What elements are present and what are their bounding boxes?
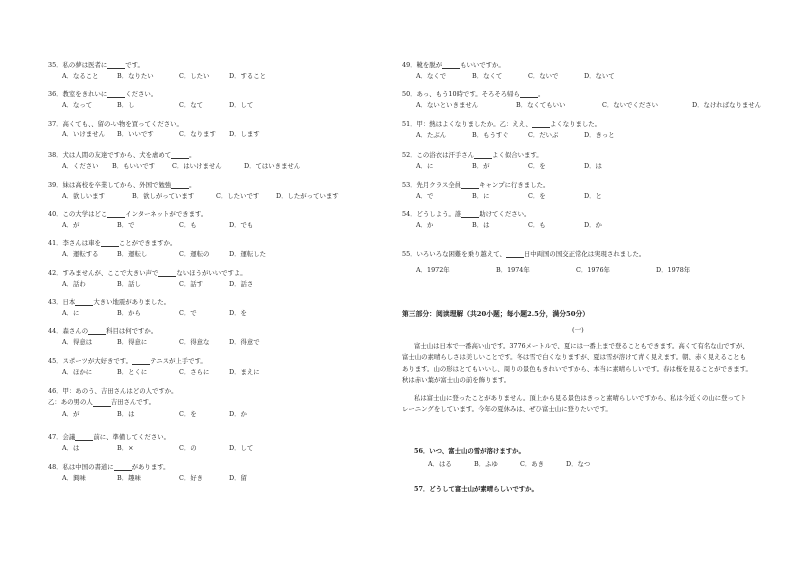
answer-options (402, 132, 644, 138)
answer-blank (442, 62, 460, 69)
answer-options (48, 411, 289, 417)
answer-blank (520, 91, 538, 98)
question-stem: 46．甲：あのう、吉田さんはどの人ですか。 (48, 387, 178, 395)
answer-option: B．もいいです (112, 162, 156, 171)
answer-blank (114, 464, 132, 471)
question-item (48, 62, 289, 80)
answer-option: D．と (584, 192, 602, 201)
answer-option: B．得意に (117, 338, 148, 347)
answer-options (48, 73, 289, 79)
answer-option: D．話さ (229, 280, 254, 289)
question-item (48, 211, 289, 229)
question-stem: 50．あっ、もう10時です。そろそろ帰ら 。 (402, 90, 545, 98)
answer-options (402, 163, 644, 169)
answer-option: D．でも (229, 221, 254, 230)
question-stem: 42．すみませんが、ここで大きい声で ないほうがいいですよ。 (48, 269, 247, 277)
answer-option: C．したい (179, 72, 210, 81)
question-stem: 38．犬は人間の友達ですから、犬を虐めて 。 (48, 151, 196, 159)
answer-option: A．ないといきません (416, 101, 479, 110)
answer-option: D．ないて (584, 72, 615, 81)
answer-option: C．も (179, 221, 197, 230)
question-item (48, 121, 289, 138)
question-item (402, 211, 644, 229)
question-item (48, 328, 289, 346)
answer-option: D．して (229, 101, 254, 110)
answer-blank (75, 434, 93, 441)
question-stem: 54．どうしよう。誰 助けてください。 (402, 210, 531, 218)
answer-options (402, 222, 644, 228)
answer-option: A．が (62, 409, 80, 418)
answer-option: D．1978年 (656, 266, 691, 275)
answer-blank (461, 211, 479, 218)
passage-paragraph-1: 富士山は日本で一番高い山です。3776メートルで、夏には一番上まで登ることもできます。高くて有名な山ですが、富士山の素晴らしさは美しいことです。冬は雪で白くなりますが、夏は雪が溶けて青く見えます。朝、赤く見えることもあります。山の形はとてもいいし、周りの景色もきれいですから、本当に素晴らしいです。春は桜を見ることができます。秋は赤い葉が富士山の前を飾ります。 (402, 342, 752, 385)
answer-options (48, 222, 289, 228)
question-stem: 55．いろいろな困難を乗り越えて、 日中両国の国交正常化は実現されました。 (402, 250, 646, 258)
answer-options (48, 339, 289, 345)
question-item (402, 152, 644, 170)
answer-option: C．ないでください (602, 101, 659, 110)
answer-option: B．1974年 (496, 266, 530, 275)
answer-blank (461, 182, 479, 189)
question-item (402, 91, 794, 109)
answer-option: C．はいけません (172, 162, 222, 171)
answer-option: D．まえに (229, 368, 260, 377)
answer-options (48, 251, 289, 257)
answer-options (414, 461, 612, 467)
answer-option: A．話わ (62, 280, 86, 289)
question-item (402, 182, 644, 200)
answer-option: C．好き (179, 474, 204, 483)
answer-option: B．× (117, 444, 134, 453)
answer-option: B．もうすぐ (472, 131, 509, 140)
answer-options (48, 310, 289, 316)
question-stem: 51．甲：熱はよくなりましたか。乙：ええ、 よくなりました。 (402, 120, 602, 128)
answer-option: A．なくで (416, 72, 447, 81)
answer-option: A．1972年 (416, 266, 450, 275)
answer-options (48, 163, 324, 169)
question-item (48, 182, 356, 200)
answer-option: B．なくて (472, 72, 503, 81)
answer-options (402, 73, 644, 79)
answer-option: A．に (416, 162, 434, 171)
answer-options (48, 445, 289, 451)
answer-option: B．に (472, 192, 490, 201)
section-title: 第三部分：阅读理解（共20小题；每小题2.5分，满分50分） (402, 310, 590, 318)
answer-option: D．なつ (566, 460, 591, 469)
answer-option: A．いけません (62, 130, 105, 139)
answer-option: C．なります (179, 130, 216, 139)
answer-option: B．趣味 (117, 474, 141, 483)
answer-option: A．たぶん (416, 131, 447, 140)
question-stem: 52．この浴衣は汗手さん よく似合います。 (402, 151, 543, 159)
answer-option: D．留 (229, 474, 247, 483)
answer-option: B．欲しがっています (132, 192, 195, 201)
answer-option: A．はる (428, 460, 452, 469)
question-item (48, 388, 289, 417)
question-item (402, 251, 716, 274)
answer-option: C．の (179, 444, 197, 453)
question-item (48, 299, 289, 317)
answer-blank (532, 121, 550, 128)
answer-option: B．話し (117, 280, 141, 289)
answer-option: D．します (229, 130, 260, 139)
answer-options (402, 102, 794, 108)
answer-option: B．なくてもいい (516, 101, 566, 110)
question-stem: 48．私は中国の書道に があります。 (48, 463, 170, 471)
answer-option: D．を (229, 309, 247, 318)
question-stem: 35．私の夢は医者に です。 (48, 61, 144, 69)
answer-option: A．は (62, 444, 80, 453)
answer-option: C．ないで (528, 72, 559, 81)
answer-blank (107, 91, 125, 98)
question-stem: 57．どうして富士山が素晴らしいですか。 (414, 485, 538, 493)
answer-option: A．運転する (62, 250, 99, 259)
answer-option: A．なること (62, 72, 99, 81)
answer-blank (171, 152, 189, 159)
answer-option: A．得意は (62, 338, 93, 347)
answer-option: A．が (62, 221, 80, 230)
answer-option: A．興味 (62, 474, 86, 483)
question-stem: 43．日本 大きい地震がありました。 (48, 298, 170, 306)
question-stem: 47．会議 前に、準備してください。 (48, 433, 170, 441)
answer-options (48, 281, 289, 287)
answer-blank (107, 62, 125, 69)
answer-option: D．きっと (584, 131, 615, 140)
answer-option: D．か (584, 221, 602, 230)
question-item (48, 464, 289, 482)
answer-options (402, 193, 644, 199)
answer-option: C．1976年 (576, 266, 610, 275)
question-item (48, 152, 324, 170)
answer-option: D．すること (229, 72, 267, 81)
answer-option: C．なて (179, 101, 204, 110)
question-stem-line2: 乙：あの男の人 吉田さんです。 (48, 398, 155, 407)
answer-option: B．し (117, 101, 135, 110)
answer-blank (101, 240, 119, 247)
answer-option: D．なければなりません (692, 101, 762, 110)
answer-option: D．か (229, 409, 247, 418)
answer-option: C．だいぶ (528, 131, 559, 140)
answer-option: C．を (179, 409, 197, 418)
answer-options (48, 131, 289, 137)
answer-blank (107, 211, 125, 218)
question-item (402, 62, 644, 80)
answer-option: C．も (528, 221, 546, 230)
answer-option: B．なりたい (117, 72, 154, 81)
question-item (48, 240, 289, 258)
answer-options (402, 267, 716, 273)
question-stem: 44．森さんの 科目は何ですか。 (48, 327, 158, 335)
answer-option: A．なって (62, 101, 93, 110)
answer-option: A．ください (62, 162, 99, 171)
question-stem: 39．妹は高校を卒業してから、外国で勉強 。 (48, 181, 196, 189)
answer-options (48, 369, 289, 375)
answer-option: B．が (472, 162, 490, 171)
answer-option: A．欲しいます (62, 192, 105, 201)
answer-option: C．したいです (216, 192, 260, 201)
answer-option: B．は (117, 409, 135, 418)
answer-option: C．を (528, 162, 546, 171)
answer-option: D．したがっています (276, 192, 339, 201)
question-stem: 41．李さんは車を ことができますか。 (48, 239, 177, 247)
question-item (414, 486, 538, 492)
answer-option: C．話す (179, 280, 204, 289)
answer-option: D．して (229, 444, 254, 453)
question-item (414, 448, 612, 468)
question-item (48, 358, 289, 376)
answer-options (48, 102, 289, 108)
answer-option: D．得意で (229, 338, 260, 347)
answer-blank (474, 152, 492, 159)
question-stem: 40．この大学はどこ インターネットができます。 (48, 210, 208, 218)
question-stem: 56．いつ、富士山の雪が溶けますか。 (414, 447, 525, 455)
answer-option: D．運転した (229, 250, 267, 259)
answer-blank (506, 251, 524, 258)
passage-number: (一) (572, 326, 584, 334)
answer-options (48, 475, 289, 481)
question-stem: 45．スポーツが大好きです。 テニスが上手です。 (48, 357, 207, 365)
answer-option: C．を (528, 192, 546, 201)
answer-option: D．てはいきません (244, 162, 301, 171)
answer-option: C．得意な (179, 338, 210, 347)
question-stem: 49．靴を脱が もいいですか。 (402, 61, 505, 69)
question-item (48, 434, 289, 452)
question-stem: 36．教室をきれいに ください。 (48, 90, 158, 98)
question-stem: 53．先月クラス全員 キャンプに行きました。 (402, 181, 550, 189)
answer-option: A．で (416, 192, 434, 201)
answer-option: B．ふゆ (474, 460, 498, 469)
question-item (48, 91, 289, 109)
answer-blank (132, 358, 150, 365)
question-item (402, 121, 644, 139)
answer-option: C．さらに (179, 368, 210, 377)
answer-blank (171, 182, 189, 189)
answer-option: B．運転し (117, 250, 148, 259)
question-stem: 37．高くても、、留の-い物を買ってください。 (48, 120, 183, 128)
answer-option: C．運転の (179, 250, 210, 259)
passage-paragraph-2: 私は富士山に登ったことがありません。頂上から見る景色はきっと素晴らしいですから、私は今近くの山に登ってトレーニングをしています。今年の夏休みは、ぜひ富士山に登りたいです。 (402, 393, 747, 414)
reading-passage (402, 341, 752, 415)
answer-option: A．か (416, 221, 434, 230)
answer-option: B．で (117, 221, 135, 230)
answer-option: A．に (62, 309, 80, 318)
question-item (48, 270, 289, 288)
answer-option: C．で (179, 309, 197, 318)
answer-blank (88, 328, 106, 335)
answer-blank (75, 299, 93, 306)
answer-option: B．は (472, 221, 490, 230)
answer-options (48, 193, 356, 199)
answer-option: B．いいです (117, 130, 154, 139)
answer-blank (93, 399, 111, 406)
answer-option: B．から (117, 309, 141, 318)
answer-blank (158, 270, 176, 277)
answer-option: D．は (584, 162, 602, 171)
answer-option: A．ほかに (62, 368, 93, 377)
answer-option: C．あき (520, 460, 545, 469)
answer-option: B．とくに (117, 368, 148, 377)
